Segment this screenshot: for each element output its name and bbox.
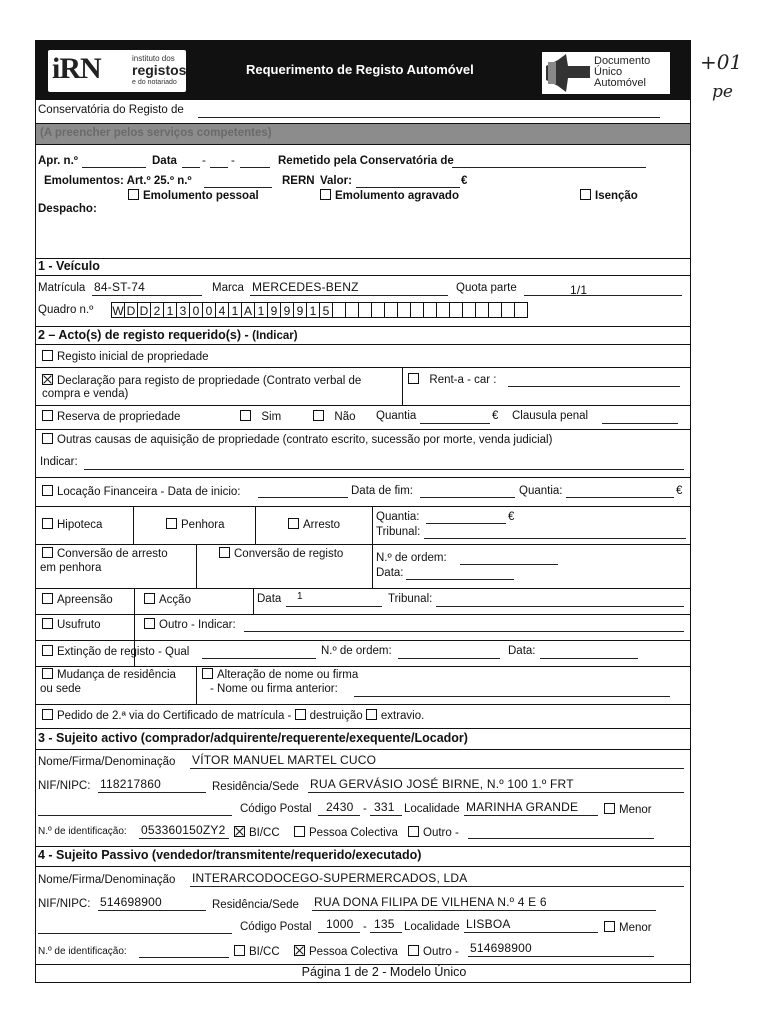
locacao-option[interactable] (42, 485, 240, 498)
activo-residencia-underline (308, 792, 684, 793)
reserva-checkbox[interactable] (42, 410, 53, 421)
locacao-label: Locação Financeira - Data de inicio: (57, 486, 241, 498)
passivo-localidade-label: Localidade (404, 921, 460, 933)
marca-value[interactable]: MERCEDES-BENZ (252, 280, 359, 294)
locacao-quantia-input[interactable] (566, 497, 674, 498)
outras-causas-checkbox[interactable] (42, 433, 53, 444)
extincao-data-label: Data: (508, 645, 536, 657)
passivo-outro-checkbox[interactable] (408, 945, 419, 956)
vin-char-box[interactable]: 9 (267, 302, 281, 318)
vin-char-box[interactable] (384, 302, 398, 318)
declaracao-option[interactable] (42, 374, 361, 387)
activo-cp-dash: - (363, 803, 367, 815)
page-footer: Página 1 de 2 - Modelo Único (301, 965, 467, 979)
sim-checkbox[interactable] (240, 410, 251, 421)
quota-underline (524, 295, 682, 296)
nao-label: Não (334, 411, 356, 423)
rent-a-car-checkbox[interactable] (408, 373, 419, 384)
activo-bicc-checkbox[interactable] (234, 826, 245, 837)
remetido-label: Remetido pela Conservatória de (278, 155, 454, 167)
passivo-bicc-option[interactable] (234, 945, 280, 958)
vin-char-box[interactable]: 1 (254, 302, 268, 318)
passivo-bicc-label: BI/CC (249, 946, 280, 958)
divider (402, 368, 403, 405)
vin-char-box[interactable]: 0 (202, 302, 216, 318)
activo-outro-label: Outro - (423, 827, 459, 839)
activo-localidade-value[interactable]: MARINHA GRANDE (466, 800, 579, 814)
section-4-title: 4 - Sujeito Passivo (vendedor/transmitente/requerido/executado) (38, 848, 422, 862)
divider (35, 429, 691, 430)
data-month-input[interactable] (210, 167, 228, 168)
extincao-input[interactable] (202, 658, 316, 659)
data-day-input[interactable] (182, 167, 200, 168)
valor-input[interactable] (356, 187, 460, 188)
apreensao-tribunal-label: Tribunal: (388, 593, 433, 605)
pedido-2via-checkbox[interactable] (42, 709, 53, 720)
quantia-input[interactable] (426, 523, 506, 524)
passivo-extra-line[interactable] (38, 933, 232, 934)
extincao-n-ordem-label: N.º de ordem: (321, 645, 392, 657)
registo-inicial-label: Registo inicial de propriedade (57, 351, 209, 363)
activo-cp1-value[interactable]: 2430 (326, 800, 354, 814)
indicar-input[interactable] (84, 469, 684, 470)
vin-boxes[interactable] (111, 302, 527, 319)
activo-outro-input[interactable] (468, 838, 654, 839)
conservatoria-label: Conservatória do Registo de (38, 104, 184, 116)
conv-registo-label: Conversão de registo (234, 548, 344, 560)
activo-localidade-underline (464, 815, 598, 816)
rern-label: RERN (282, 175, 315, 187)
extravio-label: extravio. (380, 710, 425, 722)
emol-pessoal-checkbox[interactable] (128, 189, 139, 200)
activo-nif-label: NIF/NIPC: (38, 780, 91, 792)
apreensao-data-mark: 1 (297, 591, 303, 602)
extravio-checkbox[interactable] (366, 709, 377, 720)
emol-pessoal-label: Emolumento pessoal (143, 190, 259, 202)
activo-extra-line[interactable] (38, 815, 232, 816)
divider (35, 405, 691, 406)
reserved-label: (A preencher pelos serviços competentes) (40, 127, 272, 139)
outras-causas-option[interactable] (42, 433, 552, 446)
mudanca-label-2: ou sede (40, 683, 81, 695)
activo-residencia-value[interactable]: RUA GERVÁSIO JOSÉ BIRNE, N.º 100 1.º FRT (310, 777, 574, 791)
activo-menor-option[interactable] (604, 803, 652, 816)
usufruto-checkbox[interactable] (42, 618, 53, 629)
section-2-title (38, 328, 298, 342)
vin-char-box[interactable]: 9 (293, 302, 307, 318)
passivo-outro-underline (468, 956, 654, 957)
dua-logo (542, 52, 670, 94)
nao-checkbox[interactable] (313, 410, 324, 421)
logo-line-3: e do notariado (132, 79, 177, 86)
divider (35, 477, 691, 478)
vin-char-box[interactable] (410, 302, 424, 318)
margin-note-1: +01 (700, 50, 743, 74)
apreensao-data-input[interactable] (286, 606, 382, 607)
passivo-localidade-underline (464, 932, 598, 933)
vin-char-box[interactable]: 1 (306, 302, 320, 318)
divider (35, 866, 691, 867)
locacao-inicio-input[interactable] (258, 497, 348, 498)
apr-label: Apr. n.º (38, 155, 78, 167)
pedido-2via-option[interactable] (42, 709, 424, 722)
section-2-hint: (Indicar) (252, 330, 298, 342)
penhora-label: Penhora (181, 519, 225, 531)
outro-indicar-option[interactable] (144, 618, 236, 631)
sim-label: Sim (261, 411, 282, 423)
divider (35, 275, 691, 276)
vin-char-box[interactable] (462, 302, 476, 318)
form-title: Requerimento de Registo Automóvel (246, 62, 474, 77)
extincao-label: Extinção de registo - Qual (57, 646, 190, 658)
sim-option[interactable] (240, 410, 281, 423)
quantia-label: Quantia: (376, 511, 420, 523)
passivo-pc-checkbox[interactable] (294, 945, 305, 956)
divider (255, 506, 256, 544)
vin-char-box[interactable] (514, 302, 528, 318)
divider (133, 506, 134, 544)
vin-char-box[interactable] (449, 302, 463, 318)
passivo-cp2-value[interactable]: 135 (374, 917, 395, 931)
isencao-checkbox[interactable] (580, 189, 591, 200)
apreensao-checkbox[interactable] (42, 593, 53, 604)
activo-menor-checkbox[interactable] (604, 803, 615, 814)
passivo-nif-underline (98, 910, 206, 911)
activo-cp2-underline (370, 815, 402, 816)
vin-char-box[interactable]: D (137, 302, 151, 318)
emol-agravado-option[interactable] (320, 189, 459, 202)
isencao-label: Isenção (595, 190, 638, 202)
apreensao-option[interactable] (42, 593, 113, 606)
data-fim-label: Data de fim: (351, 485, 413, 497)
clausula-label: Clausula penal (512, 410, 589, 422)
matricula-label: Matrícula (38, 282, 86, 294)
rent-a-car-input[interactable] (508, 386, 680, 387)
quadro-label: Quadro n.º (38, 304, 94, 316)
activo-nome-label: Nome/Firma/Denominação (38, 756, 176, 768)
vin-char-box[interactable] (332, 302, 346, 318)
rent-a-car-label: Rent-a - car : (429, 374, 497, 386)
dua-line-3: Automóvel (594, 77, 646, 89)
activo-cp2-value[interactable]: 331 (374, 800, 395, 814)
vin-char-box[interactable]: D (124, 302, 138, 318)
section-3-title: 3 - Sujeito activo (comprador/adquirente/requerente/exequente/Locador) (38, 731, 468, 745)
alteracao-label-2: - Nome ou firma anterior: (210, 683, 338, 695)
activo-nome-value[interactable]: VÍTOR MANUEL MARTEL CUCO (192, 753, 377, 767)
passivo-residencia-value[interactable]: RUA DONA FILIPA DE VILHENA N.º 4 E 6 (314, 895, 547, 909)
passivo-nome-value[interactable]: INTERARCODOCEGO-SUPERMERCADOS, LDA (192, 871, 468, 885)
vin-char-box[interactable]: 0 (189, 302, 203, 318)
conv-arresto-option[interactable] (42, 547, 168, 560)
activo-id-value[interactable]: 053360150ZY2 (141, 823, 226, 837)
penhora-option[interactable] (166, 518, 224, 531)
indicar-label: Indicar: (40, 456, 78, 468)
passivo-menor-label: Menor (619, 922, 652, 934)
emolumentos-label: Emolumentos: Art.º 25.º n.º (44, 175, 192, 187)
euro-sign: € (676, 485, 683, 497)
passivo-outro-value[interactable]: 514698900 (470, 941, 532, 955)
hipoteca-checkbox[interactable] (42, 518, 53, 529)
activo-pc-checkbox[interactable] (294, 826, 305, 837)
vin-char-box[interactable] (475, 302, 489, 318)
locacao-quantia-label: Quantia: (519, 485, 563, 497)
vin-char-box[interactable]: A (241, 302, 255, 318)
activo-cp-label: Código Postal (240, 803, 312, 815)
reserva-label: Reserva de propriedade (57, 411, 181, 423)
dua-key-icon (544, 52, 594, 94)
divider (196, 544, 197, 588)
passivo-nome-underline (190, 886, 684, 887)
outro-indicar-checkbox[interactable] (144, 618, 155, 629)
conservatoria-input[interactable] (198, 117, 660, 118)
conv-registo-checkbox[interactable] (219, 547, 230, 558)
reserva-option[interactable] (42, 410, 180, 423)
passivo-nif-label: NIF/NIPC: (38, 898, 91, 910)
declaracao-checkbox[interactable] (42, 374, 53, 385)
declaracao-label-2: compra e venda) (42, 388, 129, 400)
hipoteca-option[interactable] (42, 518, 102, 531)
activo-residencia-label: Residência/Sede (212, 781, 299, 793)
vin-char-box[interactable]: 9 (280, 302, 294, 318)
divider (35, 846, 691, 847)
rent-a-car-option[interactable] (408, 373, 497, 386)
despacho-label: Despacho: (38, 203, 97, 215)
conv-arresto-checkbox[interactable] (42, 547, 53, 558)
arresto-label: Arresto (303, 519, 341, 531)
extincao-n-ordem-input[interactable] (398, 658, 500, 659)
divider (35, 704, 691, 705)
activo-bicc-option[interactable] (234, 826, 280, 839)
vin-char-box[interactable] (371, 302, 385, 318)
passivo-id-label: N.º de identificação: (38, 946, 127, 957)
activo-pc-label: Pessoa Colectiva (309, 827, 398, 839)
emol-agravado-label: Emolumento agravado (335, 190, 459, 202)
marca-label: Marca (212, 282, 244, 294)
vin-char-box[interactable] (358, 302, 372, 318)
activo-localidade-label: Localidade (404, 803, 460, 815)
apreensao-tribunal-input[interactable] (436, 606, 684, 607)
activo-id-label: N.º de identificação: (38, 826, 127, 837)
activo-nif-value[interactable]: 118217860 (100, 777, 161, 791)
vin-char-box[interactable] (436, 302, 450, 318)
passivo-bicc-checkbox[interactable] (234, 945, 245, 956)
arresto-option[interactable] (288, 518, 340, 531)
registo-inicial-checkbox[interactable] (42, 350, 53, 361)
n-ordem-input[interactable] (460, 564, 558, 565)
logo-line-2: registos (132, 62, 187, 78)
nao-option[interactable] (313, 410, 356, 423)
divider (372, 506, 373, 588)
usufruto-label: Usufruto (57, 619, 101, 631)
passivo-cp-dash: - (363, 921, 367, 933)
activo-pc-option[interactable] (294, 826, 398, 839)
passivo-pc-option[interactable] (294, 945, 398, 958)
accao-checkbox[interactable] (144, 593, 155, 604)
vin-char-box[interactable] (345, 302, 359, 318)
irn-logo-mark: iRN (52, 52, 101, 85)
dua-line-2: Único (594, 66, 623, 78)
destruicao-checkbox[interactable] (295, 709, 306, 720)
conv-arresto-label: Conversão de arresto (57, 548, 168, 560)
penhora-checkbox[interactable] (166, 518, 177, 529)
reserva-quantia-input[interactable] (420, 423, 490, 424)
passivo-outro-option[interactable] (408, 945, 459, 958)
vin-char-box[interactable]: 5 (319, 302, 333, 318)
activo-bicc-label: BI/CC (249, 827, 280, 839)
passivo-nif-value[interactable]: 514698900 (100, 895, 162, 909)
reserva-quantia-label: Quantia (376, 410, 417, 422)
divider (35, 728, 691, 729)
passivo-cp2-underline (370, 932, 402, 933)
outras-causas-label: Outras causas de aquisição de propriedade (contrato escrito, sucessão por morte, venda judicial) (57, 434, 553, 446)
alteracao-label: Alteração de nome ou firma (217, 669, 359, 681)
alteracao-checkbox[interactable] (202, 668, 213, 679)
apreensao-label: Apreensão (57, 594, 113, 606)
divider (35, 144, 691, 145)
euro-sign: € (461, 175, 468, 187)
passivo-id-input[interactable] (139, 957, 229, 958)
isencao-option[interactable] (580, 189, 638, 202)
passivo-menor-checkbox[interactable] (604, 921, 615, 932)
divider (35, 258, 691, 259)
declaracao-label: Declaração para registo de propriedade (Contrato verbal de (57, 375, 362, 387)
logo-line-1: instituto dos (132, 54, 175, 63)
vin-char-box[interactable] (501, 302, 515, 318)
passivo-cp-label: Código Postal (240, 921, 312, 933)
mudanca-checkbox[interactable] (42, 668, 53, 679)
passivo-residencia-underline (312, 910, 656, 911)
passivo-pc-label: Pessoa Colectiva (309, 946, 398, 958)
destruicao-label: destruição (309, 710, 363, 722)
extincao-checkbox[interactable] (42, 645, 53, 656)
divider (35, 749, 691, 750)
passivo-menor-option[interactable] (604, 921, 652, 934)
irn-logo (48, 50, 186, 92)
accao-option[interactable] (144, 593, 191, 606)
valor-label: Valor: (320, 175, 352, 187)
accao-label: Acção (159, 594, 191, 606)
data-year-input[interactable] (240, 167, 270, 168)
passivo-nome-label: Nome/Firma/Denominação (38, 874, 176, 886)
conv-data-input[interactable] (406, 579, 514, 580)
divider (35, 544, 691, 545)
activo-nif-underline (98, 792, 206, 793)
hipoteca-label: Hipoteca (57, 519, 103, 531)
euro-sign: € (492, 410, 499, 422)
remetido-input[interactable] (452, 167, 646, 168)
divider (196, 666, 197, 704)
outro-indicar-input[interactable] (244, 631, 684, 632)
passivo-outro-label: Outro - (423, 946, 459, 958)
matricula-underline (92, 295, 202, 296)
registo-inicial-option[interactable] (42, 350, 209, 363)
arresto-checkbox[interactable] (288, 518, 299, 529)
mudanca-option[interactable] (42, 668, 176, 681)
divider (253, 588, 254, 614)
alteracao-option[interactable] (202, 668, 358, 681)
activo-menor-label: Menor (619, 804, 652, 816)
passivo-localidade-value[interactable]: LISBOA (466, 917, 511, 931)
data-fim-input[interactable] (420, 497, 515, 498)
margin-note-2: pe (712, 82, 733, 102)
clausula-input[interactable] (602, 423, 678, 424)
usufruto-option[interactable] (42, 618, 100, 631)
activo-cp1-underline (318, 815, 360, 816)
vin-char-box[interactable] (397, 302, 411, 318)
section-2-title-text: 2 – Acto(s) de registo requerido(s) - (38, 328, 249, 342)
conv-data-label: Data: (376, 567, 404, 579)
mudanca-label: Mudança de residência (57, 669, 176, 681)
quota-value[interactable]: 1/1 (570, 283, 588, 297)
tribunal-label: Tribunal: (376, 526, 421, 538)
vin-char-box[interactable]: 2 (150, 302, 164, 318)
tribunal-input[interactable] (424, 538, 686, 539)
emolumentos-input[interactable] (204, 187, 272, 188)
emol-agravado-checkbox[interactable] (320, 189, 331, 200)
section-1-title: 1 - Veículo (38, 259, 100, 273)
extincao-option[interactable] (42, 645, 189, 658)
vin-char-box[interactable]: 3 (176, 302, 190, 318)
matricula-value[interactable]: 84-ST-74 (94, 280, 145, 294)
conv-registo-option[interactable] (219, 547, 343, 560)
passivo-cp1-underline (318, 932, 360, 933)
divider (35, 344, 691, 345)
divider (35, 326, 691, 327)
vin-char-box[interactable]: 4 (215, 302, 229, 318)
pedido-2via-label: Pedido de 2.ª via do Certificado de matrícula - (57, 710, 292, 722)
nome-anterior-input[interactable] (354, 696, 670, 697)
data-label: Data (152, 155, 177, 167)
emol-pessoal-option[interactable] (128, 189, 259, 202)
activo-outro-checkbox[interactable] (408, 826, 419, 837)
divider (35, 666, 691, 667)
activo-outro-option[interactable] (408, 826, 459, 839)
euro-sign: € (508, 511, 515, 523)
divider (35, 367, 691, 368)
divider (35, 614, 691, 615)
vin-char-box[interactable] (423, 302, 437, 318)
extincao-data-input[interactable] (540, 658, 638, 659)
activo-id-underline (139, 838, 229, 839)
passivo-residencia-label: Residência/Sede (212, 899, 299, 911)
apreensao-data-label: Data (257, 593, 282, 605)
vin-char-box[interactable]: W (112, 304, 124, 318)
activo-nome-underline (190, 768, 684, 769)
dua-line-1: Documento (594, 55, 651, 67)
vin-char-box[interactable]: 1 (228, 302, 242, 318)
vin-char-box[interactable] (488, 302, 502, 318)
outro-indicar-label: Outro - Indicar: (159, 619, 236, 631)
n-ordem-label: N.º de ordem: (376, 552, 447, 564)
quota-label: Quota parte (456, 282, 517, 294)
apr-input[interactable] (82, 167, 146, 168)
conv-arresto-label-2: em penhora (40, 562, 102, 574)
passivo-cp1-value[interactable]: 1000 (326, 917, 354, 931)
marca-underline (250, 295, 448, 296)
locacao-checkbox[interactable] (42, 485, 53, 496)
divider (35, 640, 691, 641)
vin-char-box[interactable]: 1 (163, 302, 177, 318)
